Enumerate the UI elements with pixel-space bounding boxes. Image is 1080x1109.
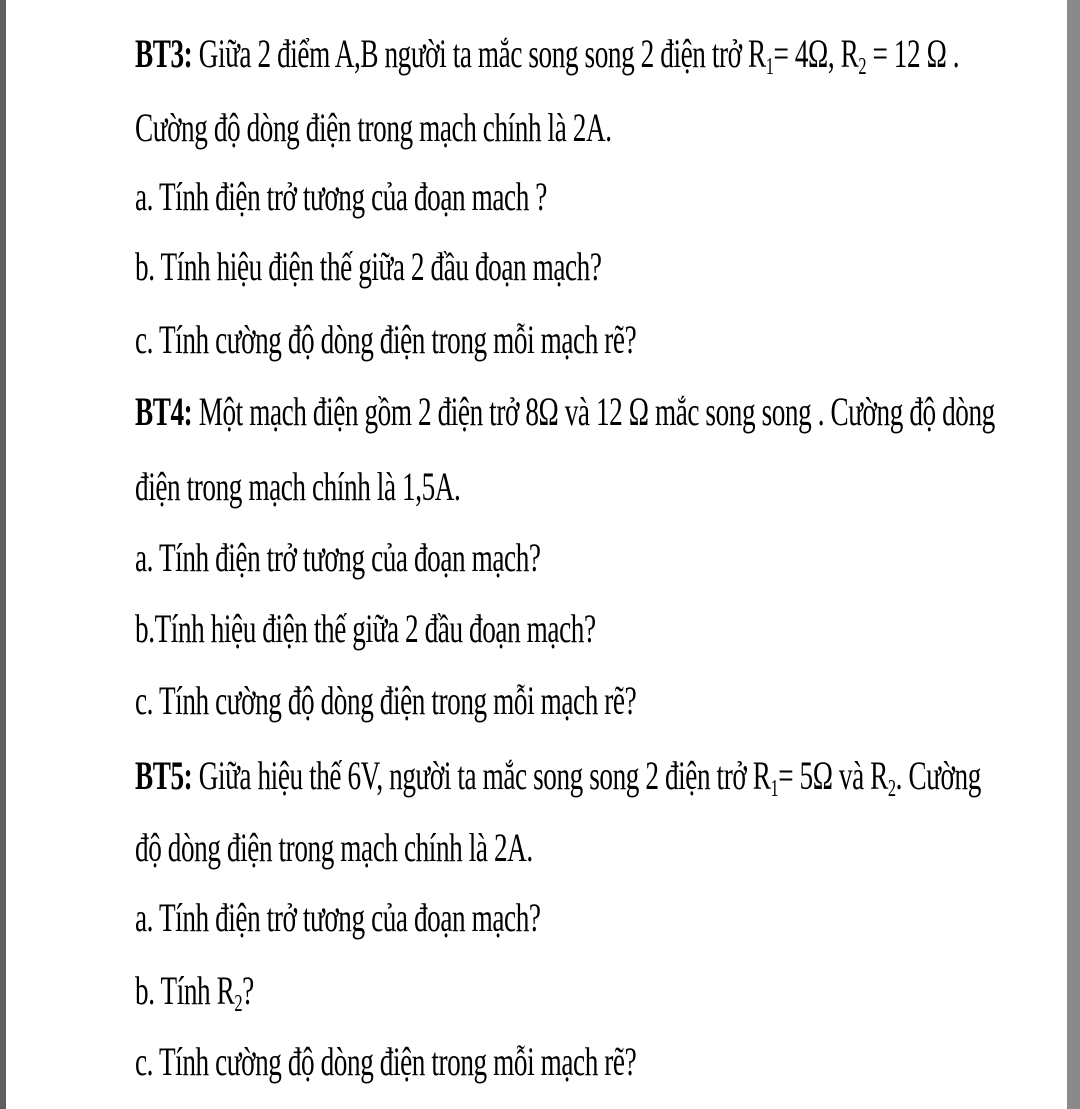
bt3-r1-subscript: 1 bbox=[765, 54, 774, 81]
bt3-intro-line2-text: Cường độ dòng điện trong mạch chính là 2A. bbox=[135, 105, 612, 150]
bt3-intro-text-a: Giữa 2 điểm A,B người ta mắc song song 2 điện trở R bbox=[198, 31, 766, 76]
bt4-question-b bbox=[135, 606, 812, 651]
bt3-question-b bbox=[135, 244, 821, 289]
bt5-question-b-mark: ? bbox=[242, 968, 254, 1013]
bt5-intro-text-a: Giữa hiệu thế 6V, người ta mắc song song 2 điện trở R bbox=[198, 753, 771, 798]
bt3-intro-line2 bbox=[135, 105, 836, 150]
bt3-intro-line1 bbox=[135, 31, 1080, 81]
bt3-question-a bbox=[135, 174, 741, 219]
bt5-intro-text-b: = 5Ω và R bbox=[778, 753, 888, 798]
bt5-label: BT5: bbox=[135, 753, 193, 798]
bt5-intro-line1 bbox=[135, 753, 1080, 803]
bt5-intro-line2 bbox=[135, 825, 720, 870]
bt4-question-a-text: a. Tính điện trở tương của đoạn mạch? bbox=[135, 535, 541, 580]
bt5-question-b-text: b. Tính R bbox=[135, 968, 235, 1013]
bt3-question-c bbox=[135, 317, 872, 362]
bt5-intro-text-c: . Cường bbox=[895, 753, 981, 798]
bt4-question-a bbox=[135, 535, 731, 580]
bt4-intro-line1 bbox=[135, 389, 1080, 434]
bt3-intro-text-c: = 12 Ω . bbox=[866, 31, 960, 76]
bt4-question-c-text: c. Tính cường độ dòng điện trong mỗi mạch rẽ? bbox=[135, 678, 637, 723]
bt3-question-b-text: b. Tính hiệu điện thế giữa 2 đầu đoạn mạch? bbox=[135, 244, 602, 289]
bt5-r2-subscript: 2 bbox=[887, 776, 896, 803]
bt5-question-c-text: c. Tính cường độ dòng điện trong mỗi mạch rẽ? bbox=[135, 1039, 637, 1084]
bt5-intro-line2-text: độ dòng điện trong mạch chính là 2A. bbox=[135, 825, 533, 870]
bt4-intro-text: Một mạch điện gồm 2 điện trở 8Ω và 12 Ω mắc song song . Cường độ dòng bbox=[198, 389, 995, 434]
bt4-question-c bbox=[135, 678, 872, 723]
bt5-question-a-text: a. Tính điện trở tương của đoạn mạch? bbox=[135, 895, 541, 940]
bt4-intro-line2-text: điện trong mạch chính là 1,5A. bbox=[135, 464, 461, 509]
bt4-question-b-text: b.Tính hiệu điện thế giữa 2 đầu đoạn mạch? bbox=[135, 606, 596, 651]
bt3-intro-text-b: = 4Ω, R bbox=[773, 31, 859, 76]
bt3-label: BT3: bbox=[135, 31, 193, 76]
bt3-question-a-text: a. Tính điện trở tương của đoạn mach ? bbox=[135, 174, 547, 219]
bt3-r2-subscript: 2 bbox=[858, 54, 867, 81]
bt5-r1-subscript: 1 bbox=[770, 776, 779, 803]
bt5-question-a bbox=[135, 895, 731, 940]
bt5-question-b-subscript: 2 bbox=[234, 991, 243, 1018]
bt4-intro-line2 bbox=[135, 464, 614, 509]
bt4-label: BT4: bbox=[135, 389, 193, 434]
bt5-question-b bbox=[135, 968, 310, 1018]
bt5-question-c bbox=[135, 1039, 872, 1084]
bt3-question-c-text: c. Tính cường độ dòng điện trong mỗi mạch rẽ? bbox=[135, 317, 637, 362]
